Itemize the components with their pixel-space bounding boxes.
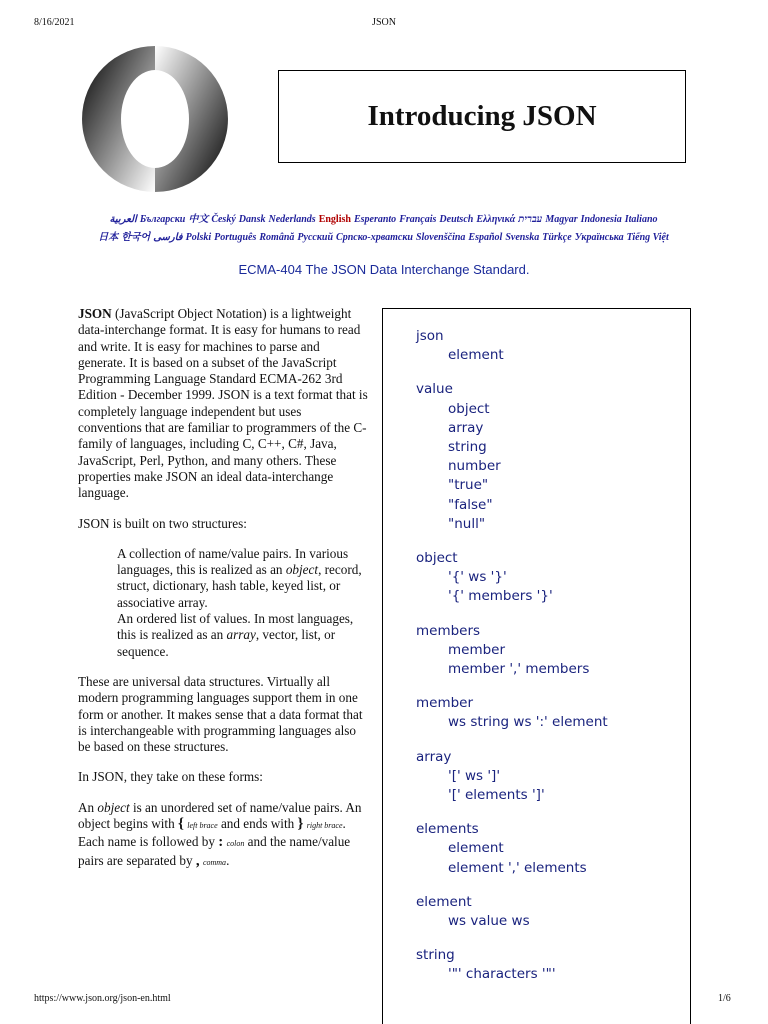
language-link[interactable]: Български — [139, 214, 186, 225]
language-link[interactable]: Русский — [297, 232, 334, 243]
language-link[interactable]: فارسی — [153, 232, 183, 243]
grammar-alternative: '{' ws '}' — [448, 569, 507, 586]
forms-intro: In JSON, they take on these forms: — [78, 769, 263, 785]
print-title: JSON — [372, 17, 396, 28]
object-paragraph: An object is an unordered set of name/value pairs. An object begins with { left brace and ends with } right brace. Each name is followed by : colon and the name/value pairs are separated by , comma. — [78, 799, 362, 869]
language-link[interactable]: العربية — [109, 214, 137, 225]
language-link[interactable]: 中文 — [188, 214, 209, 225]
json-logo-icon — [80, 44, 230, 194]
language-link[interactable]: Português — [214, 232, 257, 243]
language-link[interactable]: Esperanto — [353, 214, 397, 225]
language-link[interactable]: Українська — [574, 232, 624, 243]
language-row-2 — [90, 229, 680, 247]
grammar-alternative: element ',' elements — [448, 859, 587, 876]
page-title: Introducing JSON — [367, 100, 597, 132]
grammar-rule — [416, 748, 690, 806]
grammar-alternative: string — [448, 439, 487, 456]
structures-intro: JSON is built on two structures: — [78, 515, 247, 531]
grammar-rule-name: element — [416, 893, 472, 910]
grammar-rule-name: json — [416, 328, 444, 344]
print-url: https://www.json.org/json-en.html — [34, 993, 171, 1004]
grammar-alternative: '[' ws ']' — [448, 767, 501, 784]
grammar-alternative: "true" — [448, 477, 489, 494]
grammar-alternative: member — [448, 641, 506, 658]
grammar-rule-name: string — [416, 947, 455, 964]
language-link[interactable]: Română — [259, 232, 295, 243]
structure-object: A collection of name/value pairs. In various languages, this is realized as an object, record, struct, dictionary, hash table, keyed list, or associative array. — [117, 545, 362, 610]
grammar-rule-name: elements — [416, 821, 479, 838]
language-link[interactable]: Српско-хрватски — [336, 232, 413, 243]
language-row-1 — [90, 211, 680, 229]
language-link[interactable]: Türkçe — [542, 232, 572, 243]
language-link[interactable]: Français — [399, 214, 437, 225]
language-link[interactable]: Tiếng Việt — [626, 232, 669, 243]
language-link[interactable]: Český — [211, 214, 236, 225]
grammar-alternative: element — [448, 347, 504, 364]
language-link[interactable]: Deutsch — [439, 214, 474, 225]
intro-body: (JavaScript Object Notation) is a lightweight data-interchange format. It is easy for humans to read and write. It is easy for machines to parse and generate. It is based on a subset of the JavaScript Programming Language Standard ECMA-262 3rd Edition - December 1999. JSON is a text format that is completely language independent but uses conventions that are familiar to programmers of the C-family of languages, including C, C++, C#, Java, JavaScript, Perl, Python, and many others. These properties make JSON an ideal data-interchange language. — [78, 306, 368, 501]
grammar-rule-name: value — [416, 381, 453, 398]
grammar-rule-name: member — [416, 695, 474, 712]
grammar-alternative: element — [448, 840, 504, 857]
grammar-alternative: ws string ws ':' element — [448, 714, 608, 731]
structure-array: An ordered list of values. In most languages, this is realized as an array, vector, list, or sequence. — [117, 611, 354, 659]
ecma-link[interactable]: ECMA-404 The JSON Data Interchange Standard. — [238, 262, 530, 277]
language-link[interactable]: עברית — [518, 214, 543, 225]
grammar-rule — [416, 694, 690, 732]
structures-list — [117, 546, 368, 660]
grammar-alternative: "false" — [448, 496, 493, 513]
language-link[interactable]: Italiano — [624, 214, 658, 225]
grammar-alternative: array — [448, 419, 484, 436]
grammar-rule — [416, 946, 690, 984]
grammar-alternative: '{' members '}' — [448, 588, 553, 605]
intro-text — [78, 306, 368, 885]
language-links — [90, 211, 680, 247]
title-box — [278, 70, 686, 163]
intro-paragraph — [78, 306, 368, 502]
language-link[interactable]: 한국어 — [121, 232, 151, 243]
json-term: JSON — [78, 306, 112, 321]
language-link[interactable]: Nederlands — [268, 214, 316, 225]
grammar-alternative: "null" — [448, 515, 486, 532]
language-link[interactable]: Magyar — [545, 214, 578, 225]
language-link[interactable]: Ελληνικά — [476, 214, 516, 225]
language-link[interactable]: Dansk — [238, 214, 266, 225]
language-link[interactable]: Indonesia — [580, 214, 622, 225]
grammar-rule — [416, 380, 690, 534]
grammar-rule-name: array — [416, 748, 452, 765]
language-link[interactable]: Svenska — [505, 232, 540, 243]
print-page-number: 1/6 — [718, 993, 731, 1004]
ecma-section — [0, 262, 768, 277]
language-link[interactable]: Polski — [185, 232, 212, 243]
grammar-alternative: member ',' members — [448, 661, 590, 678]
language-link[interactable]: English — [318, 214, 351, 225]
grammar-rule — [416, 549, 690, 607]
grammar-box — [382, 308, 691, 1024]
universal-paragraph: These are universal data structures. Virtually all modern programming languages support them in one form or another. It makes sense that a data format that is interchangeable with programming languages also be based on these structures. — [78, 673, 363, 755]
grammar-alternative: '[' elements ']' — [448, 787, 545, 804]
print-date: 8/16/2021 — [34, 17, 75, 28]
grammar-rule — [416, 893, 690, 931]
grammar-alternative: ws value ws — [448, 913, 530, 930]
grammar-rule-name: object — [416, 550, 458, 567]
language-link[interactable]: 日本 — [98, 232, 119, 243]
grammar-alternative: number — [448, 458, 501, 475]
grammar-alternative: object — [448, 400, 490, 417]
grammar-rule — [416, 820, 690, 878]
language-link[interactable]: Español — [468, 232, 503, 243]
grammar-rule — [416, 622, 690, 680]
grammar-rule-name: members — [416, 622, 481, 639]
language-link[interactable]: Slovenščina — [415, 232, 466, 243]
grammar-rule — [416, 327, 690, 365]
grammar-alternative: '"' characters '"' — [448, 966, 556, 983]
